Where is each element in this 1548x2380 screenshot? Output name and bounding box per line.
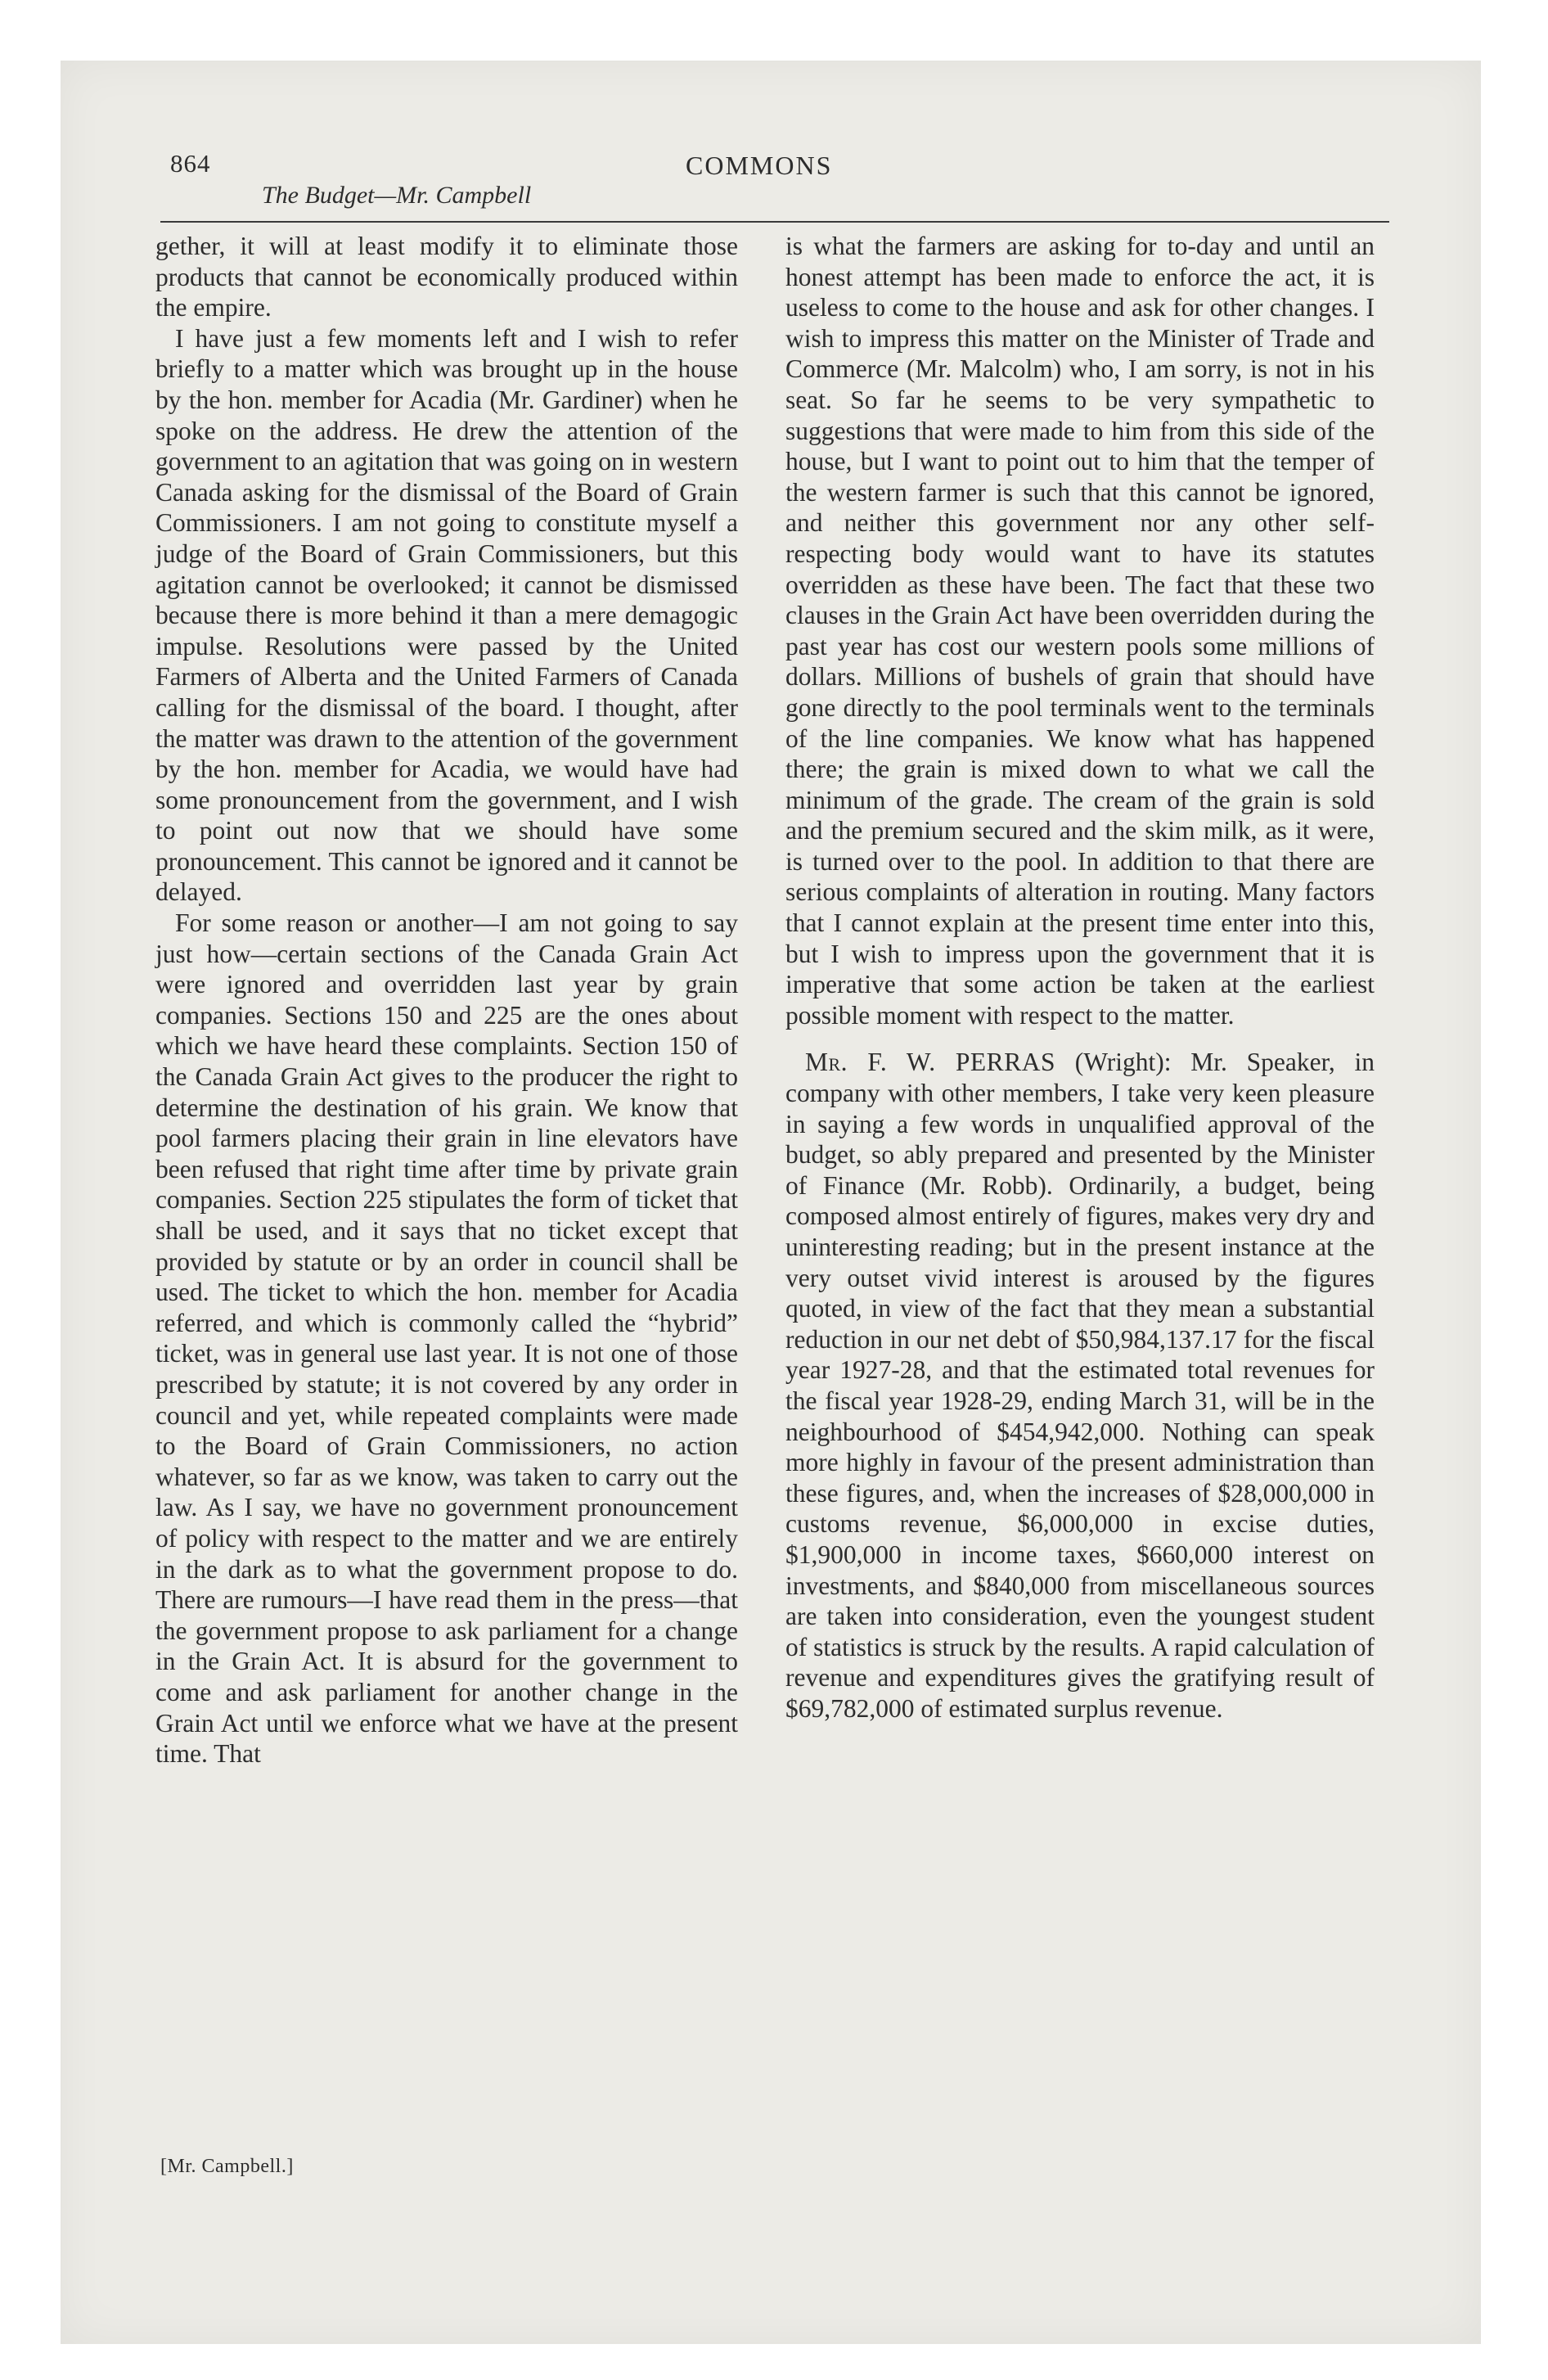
running-title: The Budget—Mr. Campbell (262, 182, 532, 209)
right-column (785, 231, 1375, 1724)
page-number: 864 (170, 149, 211, 178)
paragraph-board-of-grain: I have just a few moments left and I wish to refer briefly to a matter which was brought up in the house by the hon. member for Acadia (Mr. Gardiner) when he spoke on the address. He drew the attention of the government to an agitation that was going on in western Canada asking for the dismissal of the Board of Grain Commissioners. I am not going to constitute myself a judge of the Board of Grain Commissioners, but this agitation cannot be overlooked; it cannot be dismissed because there is more behind it than a mere demagogic impulse. Resolutions were passed by the United Farmers of Alberta and the United Farmers of Canada calling for the dismissal of the board. I thought, after the matter was drawn to the attention of the government by the hon. member for Acadia, we would have had some pronouncement from the government, and I wish to point out now that we should have some pronouncement. This cannot be ignored and it cannot be delayed. (155, 323, 738, 907)
paragraph-continuation: gether, it will at least modify it to eliminate those products that cannot be economically produced within the empire. (155, 232, 738, 322)
paragraph-continuation-right: is what the farmers are asking for to-day and until an honest attempt has been made to enforce the act, it is useless to come to the house and ask for other changes. I wish to impress this matter on the Minister of Trade and Commerce (Mr. Malcolm) who, I am sorry, is not in his seat. So far he seems to be very sympathetic to suggestions that were made to him from this side of the house, but I want to point out to him that the temper of the western farmer is such that this cannot be ignored, and neither this government nor any other self-respecting body would want to have its statutes overridden as these have been. The fact that these two clauses in the Grain Act have been overridden during the past year has cost our western pools some millions of dollars. Millions of bushels of grain that should have gone directly to the pool terminals went to the terminals of the line companies. We know what has happened there; the grain is mixed down to what we call the minimum of the grade. The cream of the grain is sold and the premium secured and the skim milk, as it were, is turned over to the pool. In addition to that there are serious complaints of alteration in routing. Many factors that I cannot explain at the present time enter into this, but I wish to impress upon the government that it is imperative that some action be taken at the earliest possible moment with respect to the matter. (785, 232, 1375, 1030)
footer-note: [Mr. Campbell.] (160, 2156, 294, 2177)
paragraph-perras-speech (785, 1047, 1375, 1724)
left-column (155, 231, 738, 1769)
running-head: COMMONS (686, 151, 833, 180)
header-rule (160, 221, 1389, 223)
speech-text: (Wright): Mr. Speaker, in company with other members, I take very keen pleasure in saying a few words in unqualified approval of the budget, so ably prepared and presented by the Minister of Finance (Mr. Robb). Ordinarily, a budget, being composed almost entirely of figures, makes very dry and uninteresting reading; but in the present instance at the very outset vivid interest is aroused by the figures quoted, in view of the fact that they mean a substantial reduction in our net debt of $50,984,137.17 for the fiscal year 1927-28, and that the estimated total revenues for the fiscal year 1928-29, ending March 31, will be in the neighbourhood of $454,942,000. Nothing can speak more highly in favour of the present administration than these figures, and, when the increases of $28,000,000 in customs revenue, $6,000,000 in excise duties, $1,900,000 in income taxes, $660,000 interest on investments, and $840,000 from miscellaneous sources are taken into consideration, even the youngest student of statistics is struck by the results. A rapid calculation of revenue and expenditures gives the gratifying result of $69,782,000 of estimated surplus revenue. (785, 1048, 1375, 1723)
paragraph-grain-act: For some reason or another—I am not going to say just how—certain sections of the Canada Grain Act were ignored and overridden last year by grain companies. Sections 150 and 225 are the ones about which we have heard these complaints. Section 150 of the Canada Grain Act gives to the producer the right to determine the destination of his grain. We know that pool farmers placing their grain in line elevators have been refused that right time after time by private grain companies. Section 225 stipulates the form of ticket that shall be used, and it says that no ticket except that provided by statute or by an order in council shall be used. The ticket to which the hon. member for Acadia referred, and which is commonly called the “hybrid” ticket, was in general use last year. It is not one of those prescribed by statute; it is not covered by any order in council and yet, while repeated complaints were made to the Board of Grain Commissioners, no action whatever, so far as we know, was taken to carry out the law. As I say, we have no government pronouncement of policy with respect to the matter and we are entirely in the dark as to what the government propose to do. There are rumours—I have read them in the press—that the government propose to ask parliament for a change in the Grain Act. It is absurd for the government to come and ask parliament for another change in the Grain Act until we enforce what we have at the present time. That (155, 908, 738, 1769)
speaker-name: Mr. F. W. PERRAS (805, 1048, 1055, 1077)
